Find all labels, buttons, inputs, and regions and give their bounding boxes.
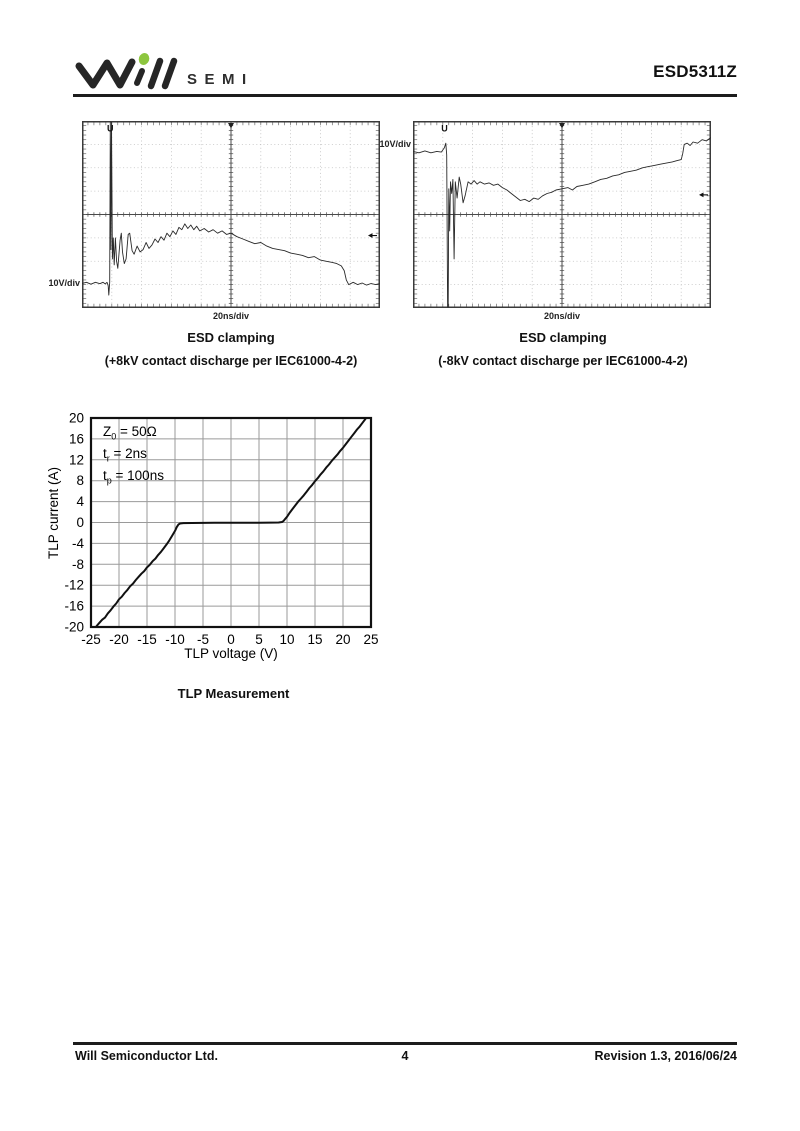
tlp-y-tick-label: 4 — [76, 494, 84, 510]
header-rule — [73, 94, 737, 97]
tlp-x-tick-label: 0 — [227, 632, 235, 647]
will-logo-icon — [73, 50, 265, 96]
tlp-annotation-tr: $t_r = 2ns$ — [103, 446, 147, 464]
scope-channel-label: U — [441, 123, 448, 134]
scope-channel-label: U — [107, 123, 114, 134]
logo-green-dot — [137, 52, 151, 67]
tlp-annotation-tp: $t_p = 100ns$ — [103, 468, 164, 486]
tlp-annotations — [103, 422, 164, 488]
tlp-annotation-z0: $Z_0 = 50\Omega$ — [103, 424, 157, 442]
tlp-x-tick-label: -10 — [165, 632, 185, 647]
footer-rule — [73, 1042, 737, 1045]
tlp-x-tick-label: -5 — [196, 632, 210, 647]
tlp-chart — [38, 410, 383, 660]
tlp-x-tick-label: -20 — [109, 632, 129, 647]
tlp-caption: TLP Measurement — [177, 686, 290, 701]
tlp-x-tick-label: 20 — [335, 632, 351, 647]
tlp-y-tick-label: -20 — [64, 619, 84, 635]
scope-left-horizontal-scale: 20ns/div — [212, 311, 250, 321]
tlp-y-tick-label: -8 — [71, 556, 84, 572]
tlp-x-axis-label: TLP voltage (V) — [184, 646, 278, 661]
tlp-x-tick-label: 5 — [255, 632, 263, 647]
tlp-y-tick-label: 0 — [76, 515, 84, 530]
tlp-y-tick-label: 8 — [76, 473, 84, 489]
tlp-x-tick-label: -15 — [137, 632, 157, 647]
tlp-y-tick-label: 20 — [68, 410, 84, 426]
tlp-x-tick-label: -25 — [81, 632, 101, 647]
tlp-y-tick-label: -12 — [64, 577, 84, 593]
scope-left-caption — [62, 330, 400, 368]
tlp-y-tick-label: -4 — [71, 535, 84, 551]
footer-revision: Revision 1.3, 2016/06/24 — [594, 1049, 737, 1063]
scope-left-caption-subtitle: (+8kV contact discharge per IEC61000-4-2) — [104, 354, 358, 368]
tlp-x-tick-label: 15 — [307, 632, 323, 647]
scope-left-caption-title: ESD clamping — [187, 330, 275, 345]
scope-screenshot-negative-8kv — [413, 121, 711, 308]
scope-right-caption-title: ESD clamping — [519, 330, 607, 345]
footer-page-number: 4 — [401, 1049, 409, 1063]
footer-company: Will Semiconductor Ltd. — [75, 1049, 218, 1063]
scope-right-vertical-scale: 10V/div — [379, 139, 411, 149]
scope-right-caption-subtitle: (-8kV contact discharge per IEC61000-4-2) — [438, 354, 688, 368]
scope-left-vertical-scale: 10V/div — [48, 278, 80, 288]
logo-semi-text: SEMI — [187, 71, 254, 88]
scope-screenshot-positive-8kv — [82, 121, 380, 308]
tlp-x-tick-label: 25 — [363, 632, 379, 647]
part-number: ESD5311Z — [653, 62, 737, 81]
tlp-y-tick-label: 12 — [68, 452, 84, 468]
tlp-y-tick-label: 16 — [68, 431, 84, 447]
scope-right-caption — [394, 330, 732, 368]
tlp-y-tick-label: -16 — [64, 598, 84, 614]
tlp-x-tick-label: 10 — [279, 632, 295, 647]
tlp-y-axis-label: TLP current (A) — [46, 466, 61, 560]
scope-right-horizontal-scale: 20ns/div — [543, 311, 581, 321]
